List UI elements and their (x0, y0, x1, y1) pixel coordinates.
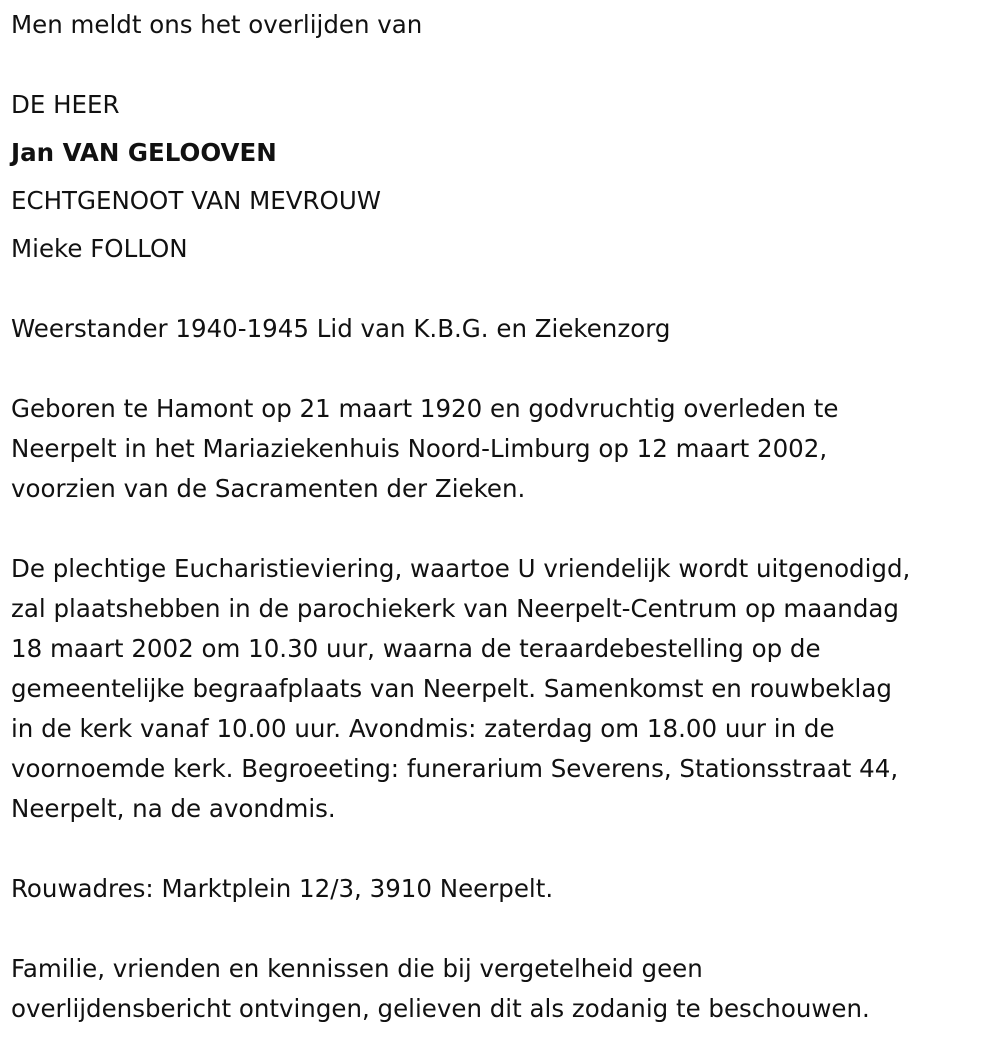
birth-death-line: Neerpelt in het Mariaziekenhuis Noord-Limburg op 12 maart 2002, (11, 434, 828, 463)
mourning-address: Rouwadres: Marktplein 12/3, 3910 Neerpelt. (11, 874, 554, 903)
deceased-title: DE HEER (11, 90, 120, 119)
birth-death-line: Geboren te Hamont op 21 maart 1920 en godvruchtig overleden te (11, 394, 839, 423)
closing-line: overlijdensbericht ontvingen, gelieven dit als zodanig te beschouwen. (11, 994, 870, 1023)
spouse-name: Mieke FOLLON (11, 234, 188, 263)
ceremony-line: Neerpelt, na de avondmis. (11, 794, 336, 823)
intro-text: Men meldt ons het overlijden van (11, 10, 423, 39)
affiliation-text: Weerstander 1940-1945 Lid van K.B.G. en Ziekenzorg (11, 314, 671, 343)
ceremony-line: De plechtige Eucharistieviering, waartoe U vriendelijk wordt uitgenodigd, (11, 554, 911, 583)
closing-line: Familie, vrienden en kennissen die bij vergetelheid geen (11, 954, 703, 983)
ceremony-line: zal plaatshebben in de parochiekerk van Neerpelt-Centrum op maandag (11, 594, 899, 623)
birth-death-line: voorzien van de Sacramenten der Zieken. (11, 474, 526, 503)
ceremony-line: 18 maart 2002 om 10.30 uur, waarna de teraardebestelling op de (11, 634, 821, 663)
ceremony-line: voornoemde kerk. Begroeeting: funerarium Severens, Stationsstraat 44, (11, 754, 899, 783)
ceremony-line: gemeentelijke begraafplaats van Neerpelt. Samenkomst en rouwbeklag (11, 674, 892, 703)
deceased-name: Jan VAN GELOOVEN (11, 138, 277, 167)
ceremony-line: in de kerk vanaf 10.00 uur. Avondmis: zaterdag om 18.00 uur in de (11, 714, 835, 743)
relation-text: ECHTGENOOT VAN MEVROUW (11, 186, 382, 215)
